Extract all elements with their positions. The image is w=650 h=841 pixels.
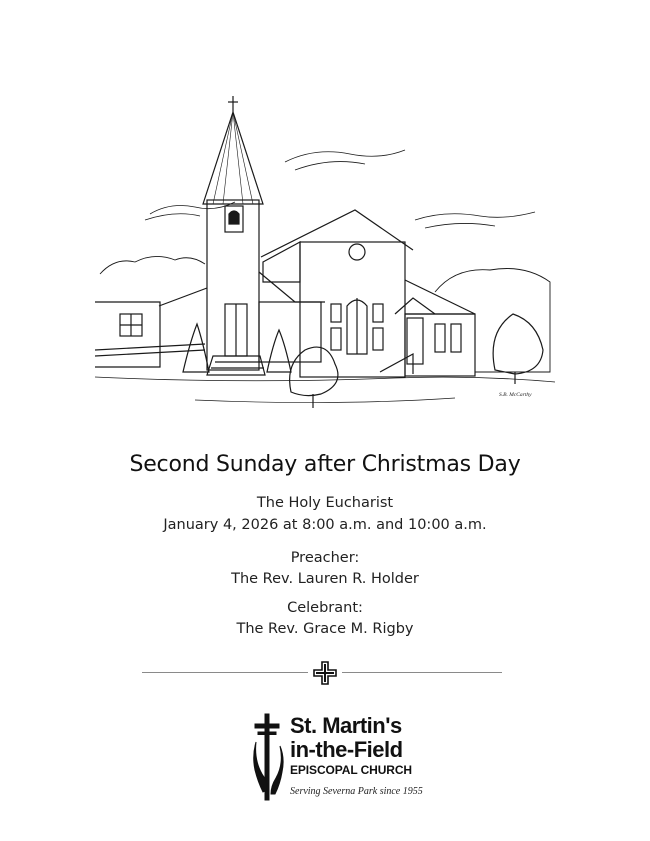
preacher-name: The Rev. Lauren R. Holder [231, 571, 419, 587]
celebrant-name: The Rev. Grace M. Rigby [236, 621, 414, 637]
logo-name-line3: EPISCOPAL CHURCH [290, 763, 412, 777]
artist-signature: S.B. McCarthy [499, 392, 532, 398]
logo-name-line1: St. Martin's [290, 713, 402, 738]
cross-icon [313, 661, 337, 685]
preacher-label: Preacher: [290, 550, 360, 566]
church-logo-cross-icon [252, 712, 286, 802]
service-name: The Holy Eucharist [256, 495, 394, 511]
service-datetime: January 4, 2026 at 8:00 a.m. and 10:00 a.m. [163, 517, 487, 533]
celebrant-label: Celebrant: [287, 600, 363, 616]
logo-name-line2: in-the-Field [290, 737, 403, 762]
divider-right [342, 672, 502, 673]
logo-tagline: Serving Severna Park since 1955 [290, 786, 423, 797]
church-illustration [95, 92, 555, 412]
divider-left [142, 672, 308, 673]
page-title: Second Sunday after Christmas Day [129, 452, 521, 477]
